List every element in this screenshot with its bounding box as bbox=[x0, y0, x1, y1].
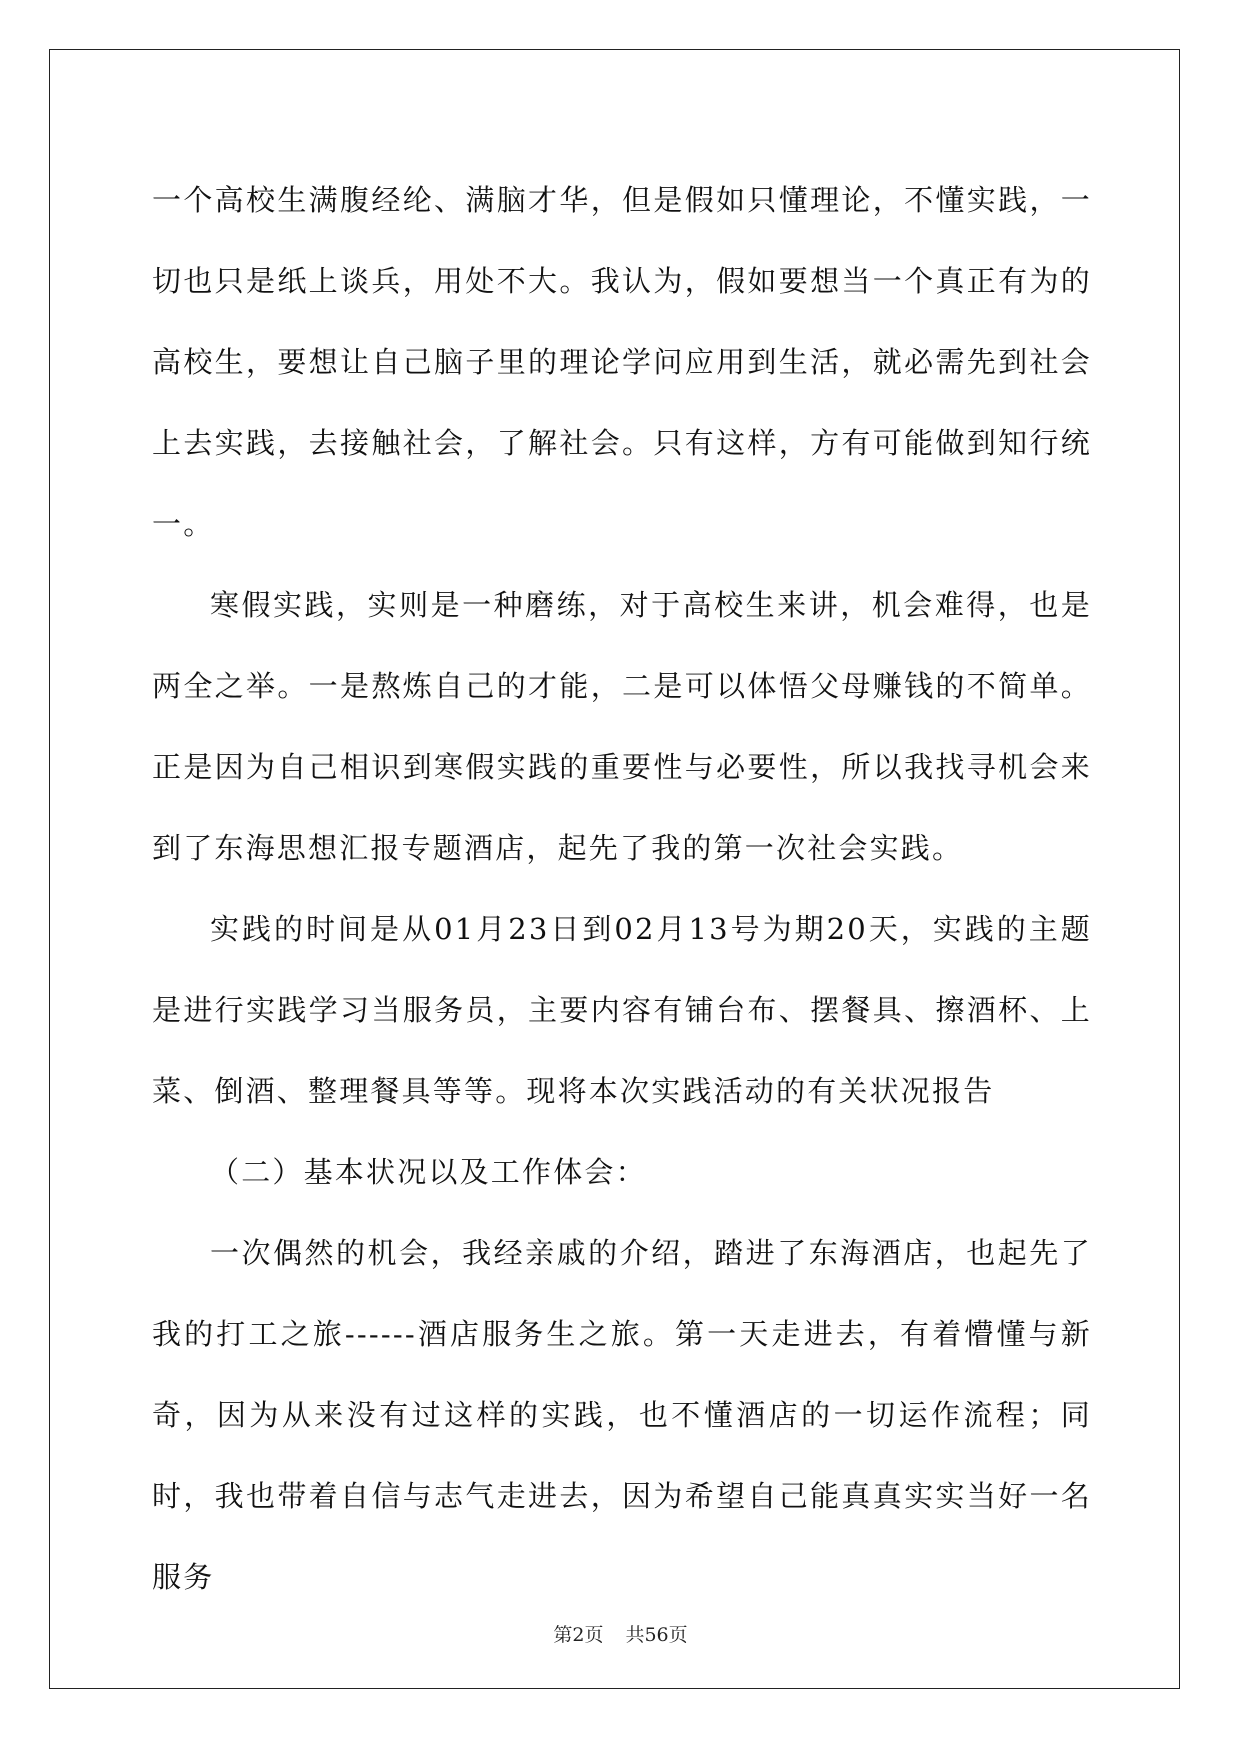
paragraph-2: 寒假实践，实则是一种磨练，对于高校生来讲，机会难得，也是两全之举。一是熬炼自己的才能，二是可以体悟父母赚钱的不简单。正是因为自己相识到寒假实践的重要性与必要性，所以我找寻机会来到了东海思想汇报专题酒店，起先了我的第一次社会实践。 bbox=[152, 588, 1092, 865]
page-footer bbox=[0, 1620, 1241, 1647]
page-number: 第2页 bbox=[553, 1624, 604, 1646]
section-heading: （二）基本状况以及工作体会： bbox=[210, 1155, 647, 1189]
paragraph-1: 一个高校生满腹经纶、满脑才华，但是假如只懂理论，不懂实践，一切也只是纸上谈兵，用处不大。我认为，假如要想当一个真正有为的高校生，要想让自己脑子里的理论学问应用到生活，就必需先到社会上去实践，去接触社会，了解社会。只有这样，方有可能做到知行统一。 bbox=[152, 183, 1092, 541]
paragraph-4: 一次偶然的机会，我经亲戚的介绍，踏进了东海酒店，也起先了我的打工之旅------酒店服务生之旅。第一天走进去，有着懵懂与新奇，因为从来没有过这样的实践，也不懂酒店的一切运作流程；同时，我也带着自信与志气走进去，因为希望自己能真真实实当好一名服务 bbox=[152, 1236, 1092, 1594]
page-total: 共56页 bbox=[625, 1624, 688, 1646]
paragraph-3: 实践的时间是从01月23日到02月13号为期20天，实践的主题是进行实践学习当服务员，主要内容有铺台布、摆餐具、擦酒杯、上菜、倒酒、整理餐具等等。现将本次实践活动的有关状况报告 bbox=[152, 912, 1092, 1108]
document-body bbox=[152, 160, 1092, 1618]
